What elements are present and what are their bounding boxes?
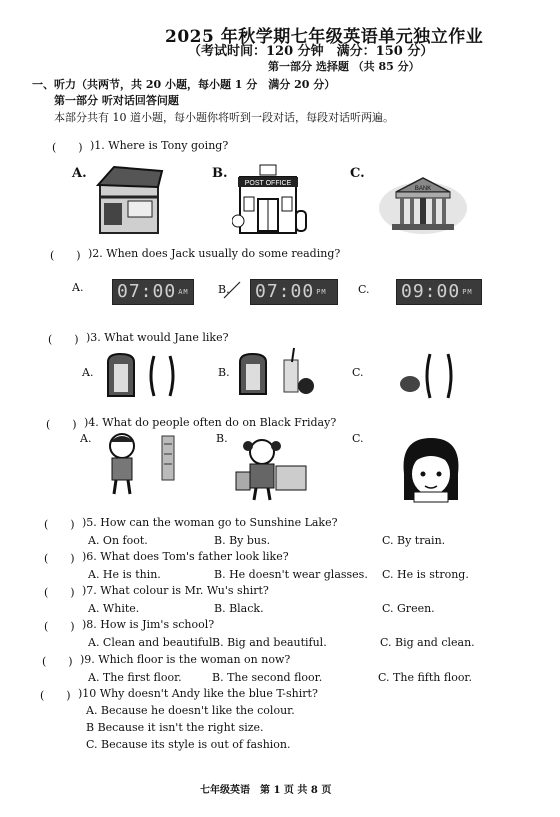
option-a-label: A. [82, 366, 94, 379]
question-5: )5. How can the woman go to Sunshine Lake? [82, 516, 338, 529]
post-office-image [232, 163, 312, 235]
option-c: C. Big and clean. [380, 636, 475, 649]
answer-blank[interactable]: ( ) [44, 518, 75, 531]
option-c: C. Green. [382, 602, 435, 615]
clock-display-b [250, 279, 338, 305]
question-4: )4. What do people often do on Black Friday? [84, 416, 337, 429]
bread-milk-image [104, 352, 184, 400]
clock-time: 09:00 [401, 281, 461, 302]
bank-sign: BANK [414, 186, 432, 192]
egg-milk-image [390, 348, 460, 400]
answer-blank[interactable]: ( ) [46, 418, 77, 431]
shop-image [94, 163, 166, 235]
answer-blank[interactable]: ( ) [44, 552, 75, 565]
clock-ampm: PM [462, 288, 473, 296]
question-6: )6. What does Tom's father look like? [82, 550, 289, 563]
girl-face-image [398, 434, 464, 504]
clock-time: 07:00 [255, 281, 315, 302]
option-b: B Because it isn't the right size. [86, 721, 264, 734]
part-heading: 第一部分 选择题 （共 85 分） [268, 60, 420, 73]
option-a: A. On foot. [88, 534, 148, 547]
option-b-label: B. [218, 283, 230, 296]
question-3: )3. What would Jane like? [86, 331, 229, 344]
answer-blank[interactable]: ( ) [48, 333, 79, 346]
option-c: C. Because its style is out of fashion. [86, 738, 291, 751]
bank-image [378, 168, 468, 236]
option-a: A. The first floor. [88, 671, 182, 684]
option-b-label: B. [216, 432, 228, 445]
option-c-label: C. [352, 432, 364, 445]
option-a-label: A. [80, 432, 92, 445]
answer-blank[interactable]: ( ) [42, 655, 73, 668]
option-b: B. The second floor. [212, 671, 323, 684]
section-instructions: 本部分共有 10 道小题，每小题你将听到一段对话，每段对话听两遍。 [54, 111, 394, 124]
option-a: A. Clean and beautiful. [88, 636, 217, 649]
option-c-label: C. [352, 366, 364, 379]
option-b-label: B. [218, 366, 230, 379]
option-c-label: C. [350, 166, 365, 181]
boy-reading-image [98, 430, 180, 498]
option-b-label: B. [212, 166, 228, 181]
section-heading: 一、听力（共两节，共 20 小题，每小题 1 分 满分 20 分） [32, 78, 336, 91]
exam-info: （考试时间：120 分钟 满分：150 分） [188, 44, 434, 59]
bread-juice-image [238, 346, 318, 398]
clock-time: 07:00 [117, 281, 177, 302]
option-c: C. By train. [382, 534, 446, 547]
answer-blank[interactable]: ( ) [50, 249, 81, 262]
post-office-sign: POST OFFICE [244, 180, 292, 187]
question-8: )8. How is Jim's school? [82, 618, 215, 631]
section-subheading: 第一部分 听对话回答问题 [54, 94, 179, 107]
option-a: A. White. [88, 602, 140, 615]
clock-ampm: AM [178, 288, 189, 296]
option-a: A. Because he doesn't like the colour. [86, 704, 295, 717]
answer-blank[interactable]: ( ) [44, 620, 75, 633]
option-b: B. Black. [214, 602, 264, 615]
option-a-label: A. [72, 281, 84, 294]
question-2: )2. When does Jack usually do some reading? [88, 247, 341, 260]
page-footer: 七年级英语 第 1 页 共 8 页 [200, 785, 332, 796]
option-b: B. By bus. [214, 534, 271, 547]
shopping-girl-image [232, 436, 314, 502]
option-a-label: A. [72, 166, 87, 181]
strike-mark [222, 280, 242, 300]
question-1: )1. Where is Tony going? [90, 139, 229, 152]
answer-blank[interactable]: ( ) [44, 586, 75, 599]
option-b: B. Big and beautiful. [212, 636, 327, 649]
answer-blank[interactable]: ( ) [40, 689, 71, 702]
option-c-label: C. [358, 283, 370, 296]
clock-display-c [396, 279, 482, 305]
answer-blank[interactable]: ( ) [52, 141, 83, 154]
option-b: B. He doesn't wear glasses. [214, 568, 368, 581]
question-10: )10 Why doesn't Andy like the blue T-shirt? [78, 687, 318, 700]
question-7: )7. What colour is Mr. Wu's shirt? [82, 584, 269, 597]
clock-ampm: PM [316, 288, 327, 296]
option-c: C. The fifth floor. [378, 671, 472, 684]
option-c: C. He is strong. [382, 568, 469, 581]
page-title: 2025 年秋学期七年级英语单元独立作业 [165, 27, 484, 47]
clock-display-a [112, 279, 194, 305]
question-9: )9. Which floor is the woman on now? [80, 653, 291, 666]
option-a: A. He is thin. [88, 568, 161, 581]
